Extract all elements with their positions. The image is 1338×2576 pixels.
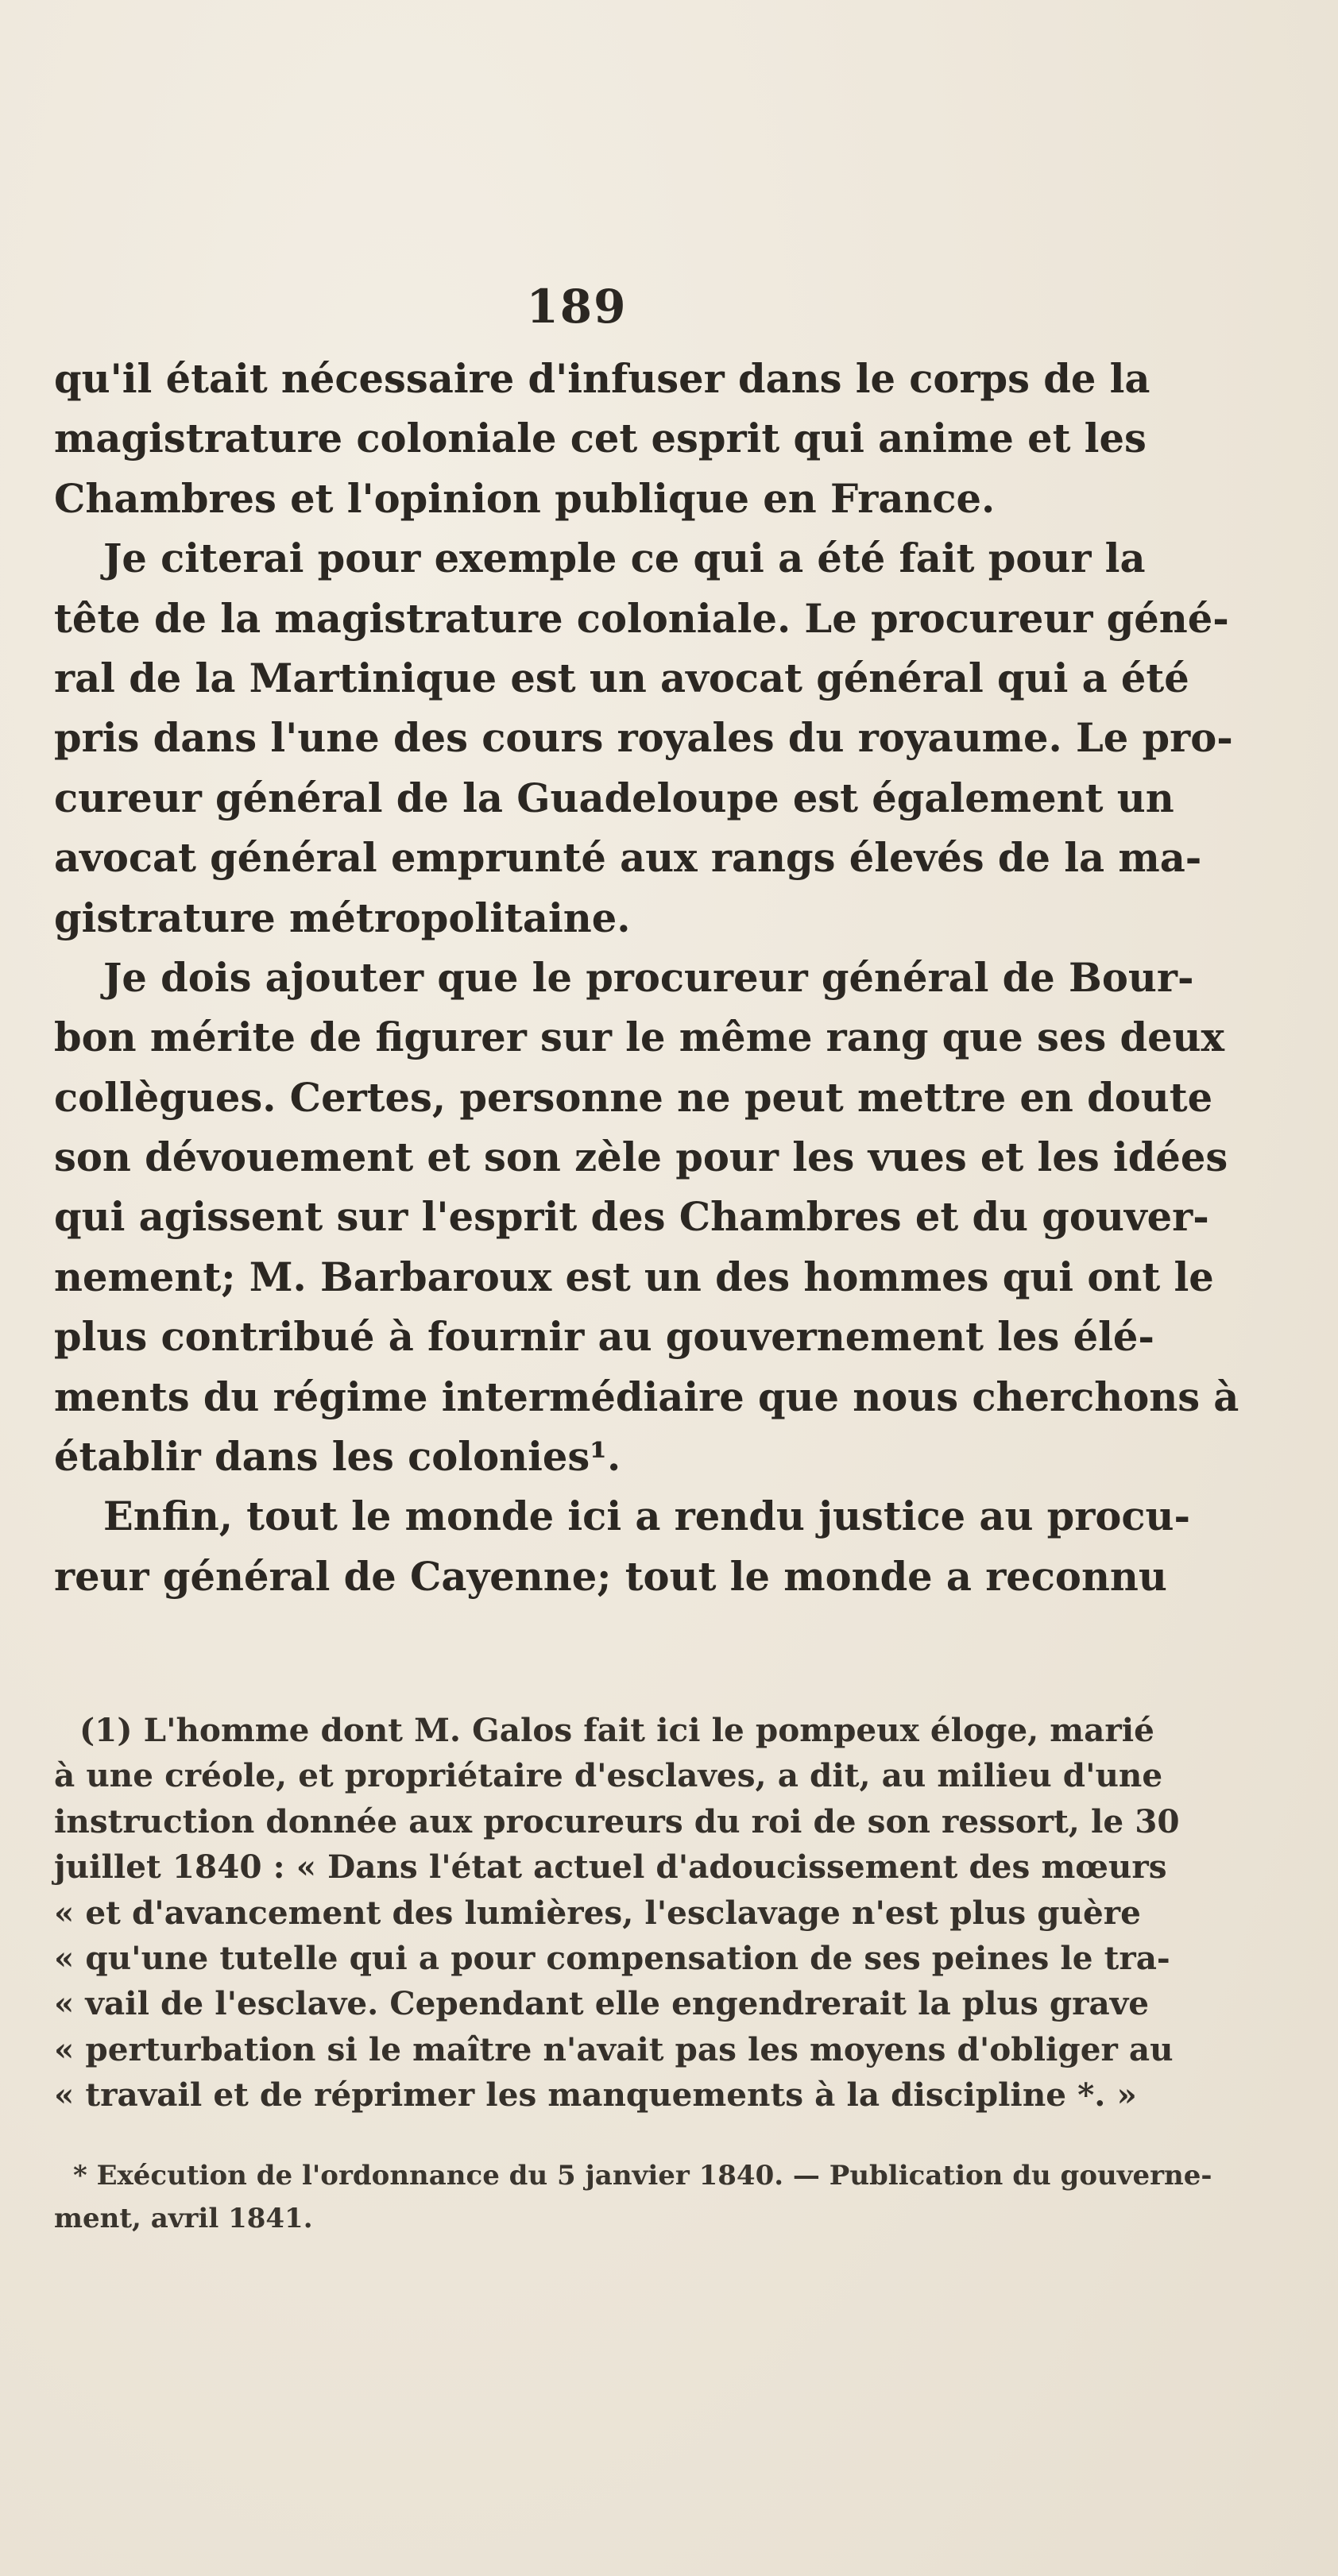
body-line: Chambres et l'opinion publique en France. <box>54 475 996 522</box>
body-line: cureur général de la Guadeloupe est également un <box>54 774 1174 821</box>
body-line: qu'il était nécessaire d'infuser dans le corps de la <box>54 356 1150 402</box>
body-line: tête de la magistrature coloniale. Le procureur géné- <box>54 595 1229 642</box>
body-line: son dévouement et son zèle pour les vues et les idées <box>54 1134 1228 1181</box>
sub-footnote-line: * Exécution de l'ordonnance du 5 janvier 1840. — Publication du gouverne- <box>73 2160 1212 2192</box>
body-line: pris dans l'une des cours royales du royaume. Le pro- <box>54 715 1233 762</box>
body-text <box>54 350 1239 1607</box>
footnote <box>54 1708 1180 2118</box>
body-line: Enfin, tout le monde ici a rendu justice au procu- <box>103 1493 1191 1540</box>
body-line: Je dois ajouter que le procureur général de Bour- <box>103 954 1194 1001</box>
sub-footnote-line: ment, avril 1841. <box>54 2203 313 2234</box>
footnote-line: juillet 1840 : « Dans l'état actuel d'adoucissement des mœurs <box>54 1848 1167 1887</box>
footnote-line: « perturbation si le maître n'avait pas les moyens d'obliger au <box>54 2030 1174 2068</box>
body-line: collègues. Certes, personne ne peut mettre en doute <box>54 1074 1213 1121</box>
body-line: bon mérite de figurer sur le même rang que ses deux <box>54 1014 1225 1061</box>
body-line: plus contribué à fournir au gouvernement les élé- <box>54 1314 1154 1361</box>
body-line: Je citerai pour exemple ce qui a été fait pour la <box>103 535 1146 582</box>
body-line: magistrature coloniale cet esprit qui anime et les <box>54 415 1147 462</box>
body-line: avocat général emprunté aux rangs élevés de la ma- <box>54 835 1202 882</box>
body-line: ral de la Martinique est un avocat général qui a été <box>54 655 1189 701</box>
body-line: établir dans les colonies¹. <box>54 1434 621 1481</box>
body-line: ments du régime intermédiaire que nous cherchons à <box>54 1373 1239 1420</box>
body-line: gistrature métropolitaine. <box>54 894 631 941</box>
footnote-line: « travail et de réprimer les manquements à la discipline *. » <box>54 2076 1137 2114</box>
page-number: 189 <box>526 280 628 334</box>
footnote-line: « et d'avancement des lumières, l'esclavage n'est plus guère <box>54 1893 1141 1932</box>
footnote-line: « qu'une tutelle qui a pour compensation de ses peines le tra- <box>54 1938 1170 1977</box>
footnote-line: « vail de l'esclave. Cependant elle engendrerait la plus grave <box>54 1984 1150 2023</box>
footnote-line: (1) L'homme dont M. Galos fait ici le pompeux éloge, marié <box>79 1711 1154 1749</box>
body-line: reur général de Cayenne; tout le monde a reconnu <box>54 1553 1167 1600</box>
sub-footnote <box>54 2154 1212 2240</box>
footnote-line: instruction donnée aux procureurs du roi de son ressort, le 30 <box>54 1802 1180 1840</box>
footnote-line: à une créole, et propriétaire d'esclaves, a dit, au milieu d'une <box>54 1756 1163 1795</box>
body-line: nement; M. Barbaroux est un des hommes qui ont le <box>54 1253 1214 1300</box>
body-line: qui agissent sur l'esprit des Chambres et du gouver- <box>54 1194 1209 1241</box>
